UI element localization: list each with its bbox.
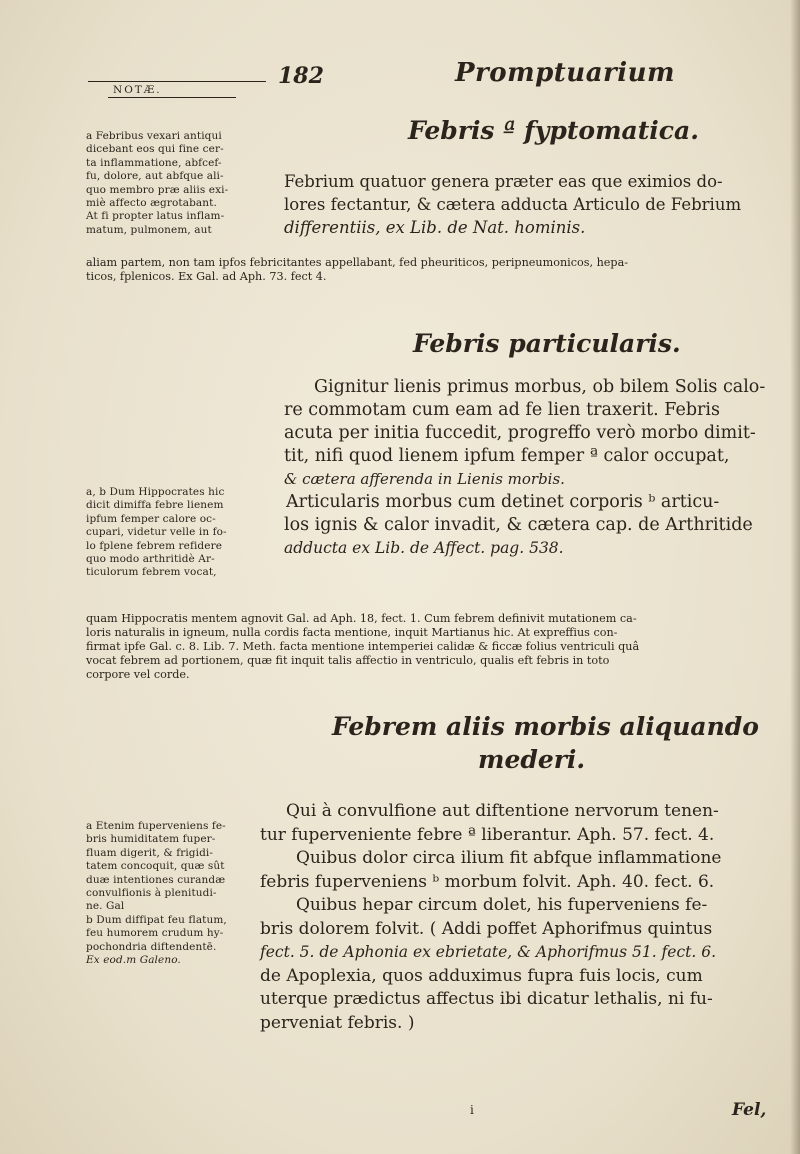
note-line: cupari, videtur velle in fo- [86,526,227,539]
body-line: re commotam cum eam ad fe lien traxerit. Febris [284,400,720,420]
note-line: quo membro præ aliis exi- [86,183,229,196]
note-line: tatem concoquit, quæ sût [86,860,225,873]
body-line: lores fectantur, & cætera adducta Articulo de Febrium [284,195,742,214]
note-line: loris naturalis in igneum, nulla cordis facta mentione, inquit Martianus hic. At expreffius con- [86,626,618,639]
note-line: quo modo arthritidè Ar- [86,553,215,566]
header-rule-top [88,81,266,82]
note-line: a Etenim fuperveniens fe- [86,820,226,832]
body-line: & cætera afferenda in Lienis morbis. [284,470,565,488]
body-line: Febrium quatuor genera præter eas que eximios do- [284,172,723,191]
body-line: Qui à convulfione aut diftentione nervorum tenen- [286,801,719,821]
note-line: matum, pulmonem, aut [86,223,212,236]
margin-note-a-continued [86,256,628,284]
note-line: ticulorum febrem vocat, [86,566,217,579]
margin-note-ab [86,486,227,580]
note-line: duæ intentiones curandæ [86,873,226,886]
note-line: quam Hippocratis mentem agnovit Gal. ad Aph. 18, fect. 1. Cum febrem definivit mutationem ca- [86,612,637,625]
page-edge-shadow [790,0,800,1154]
note-line: convulfionis à plenitudi- [86,887,217,900]
section-heading-particularis: Febris particularis. [413,329,681,358]
body-line: Gignitur lienis primus morbus, ob bilem Solis calo- [314,377,766,397]
margin-note-a [86,130,228,237]
body-line: adducta ex Lib. de Affect. pag. 538. [284,539,564,557]
running-title: Promptuarium [455,58,676,88]
body-line: los ignis & calor invadit, & cætera cap. de Arthritide [284,515,753,535]
body-line: tit, nifi quod lienem ipfum femper ª calor occupat, [284,446,730,466]
paragraph-lienis-morbus [284,376,765,560]
note-line: ta inflammatione, abfcef- [86,156,222,169]
note-line: bris humiditatem fuper- [86,833,216,846]
note-line: pochondria diftendentē. [86,940,217,953]
body-line: tur fuperveniente febre ª liberantur. Aph. 57. fect. 4. [260,824,715,845]
paragraph-convulsione [260,800,721,1035]
body-line: Quibus dolor circa ilium fit abfque inflammatione [296,848,722,868]
body-line: febris fuperveniens ᵇ morbum folvit. Aph. 40. fect. 6. [260,871,715,892]
note-line: ticos, fplenicos. Ex Gal. ad Aph. 73. fect 4. [86,270,327,283]
note-line: aliam partem, non tam ipfos febricitantes appellabant, fed pheuriticos, peripneumonicos, hepa- [86,256,629,269]
body-line: Quibus hepar circum dolet, his fuperveniens fe- [296,895,708,915]
notae-label: NOTÆ. [113,84,162,96]
page-number: 182 [278,63,324,89]
note-line: firmat ipfe Gal. c. 8. Lib. 7. Meth. facta mentione intemperiei calidæ & ficcæ folius ventriculi quâ [86,640,640,653]
signature-mark: i [470,1103,474,1117]
note-line: feu humorem crudum hy- [86,927,224,940]
note-line: dicit dimiffa febre lienem [86,499,224,512]
margin-note-convulsion [86,820,227,967]
note-line: fluam digerit, & frigidi- [86,846,214,859]
note-line: Ex eod.m Galeno. [86,954,181,967]
body-line: perveniat febris. ) [260,1012,415,1033]
section-heading-febrem-aliis: Febrem aliis morbis aliquando [332,712,759,741]
note-line: lo fplene febrem refidere [86,539,223,552]
body-line: acuta per initia fuccedit, progreffo verò morbo dimit- [284,423,756,443]
catchword: Fel, [732,1100,767,1120]
body-line: fect. 5. de Aphonia ex ebrietate, & Aphorifmus 51. fect. 6. [260,943,717,961]
body-line: uterque prædictus affectus ibi dicatur lethalis, ni fu- [260,989,713,1009]
note-line: ne. Gal [86,900,125,913]
note-line: miè affecto ægrotabant. [86,197,217,210]
body-line: bris dolorem folvit. ( Addi poffet Aphorifmus quintus [260,918,713,939]
paragraph-febrium-genera [284,170,741,239]
note-line: fu, dolore, aut abfque ali- [86,170,224,183]
note-line: a Febribus vexari antiqui [86,130,222,142]
body-line: differentiis, ex Lib. de Nat. hominis. [284,218,586,237]
note-line: corpore vel corde. [86,668,190,681]
section-heading-mederi: mederi. [478,745,586,774]
note-line: vocat febrem ad portionem, quæ fit inquit talis affectio in ventriculo, qualis eft febris in toto [86,654,610,667]
section-heading-symptomatica: Febris ª fyptomatica. [408,116,699,145]
note-line: At fi propter latus inflam- [86,210,225,223]
body-line: Articularis morbus cum detinet corporis ᵇ articu- [286,492,720,512]
margin-note-ab-continued [86,612,639,682]
note-line: dicebant eos qui fine cer- [86,143,224,156]
body-line: de Apoplexia, quos adduximus fupra fuis locis, cum [260,965,703,986]
note-line: b Dum diffipat feu flatum, [86,913,227,926]
note-line: a, b Dum Hippocrates hic [86,486,225,498]
note-line: ipfum femper calore oc- [86,512,216,525]
